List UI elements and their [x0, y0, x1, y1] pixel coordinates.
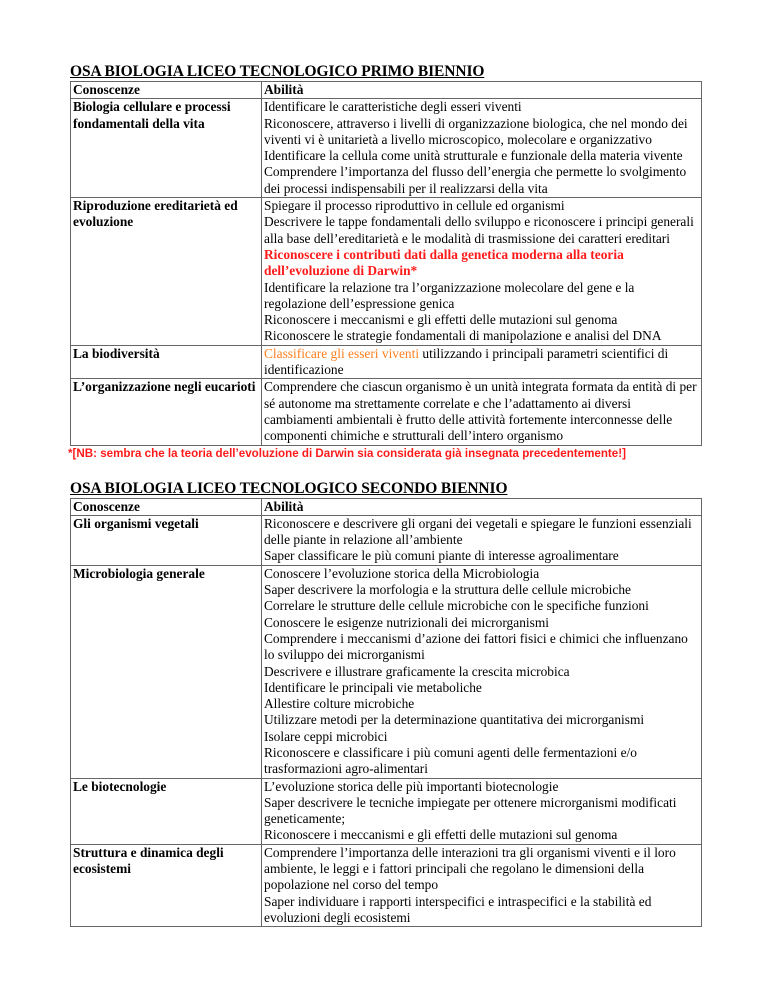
topic-cell: Gli organismi vegetali — [71, 515, 262, 565]
ability-line: Riconoscere le strategie fondamentali di manipolazione e analisi del DNA — [264, 328, 662, 344]
ability-line: Comprendere che ciascun organismo è un unità integrata formata da entità di per sé autonome ma strettamente correlate e che l’adattamento ai diversi cambiamenti ambientali è frutto delle attività fortemente interconnesse delle componenti chimiche e strutturali dell’intero organismo — [264, 379, 697, 444]
document-page — [70, 62, 698, 927]
topic-cell: L’organizzazione negli eucarioti — [71, 379, 262, 445]
ability-line: Identificare la relazione tra l’organizzazione molecolare del gene e la regolazione dell’espressione genica — [264, 279, 635, 311]
abilities-cell — [262, 198, 702, 346]
header-conoscenze: Conoscenze — [71, 82, 262, 99]
ability-line: Spiegare il processo riproduttivo in cellule ed organismi — [264, 198, 565, 214]
ability-line: Saper descrivere le tecniche impiegate per ottenere microrganismi modificati geneticamente; — [264, 794, 677, 827]
ability-line: Isolare ceppi microbici — [264, 728, 388, 744]
header-abilita: Abilità — [262, 82, 702, 99]
section2-title: OSA BIOLOGIA LICEO TECNOLOGICO SECONDO BIENNIO — [70, 479, 508, 497]
header-conoscenze: Conoscenze — [71, 498, 262, 515]
abilities-cell — [262, 99, 702, 198]
abilities-cell — [262, 345, 702, 379]
ability-line: Comprendere l’importanza delle interazioni tra gli organismi viventi e il loro ambiente, le leggi e i fattori principali che regolano le dimensioni della popolazione nel corso del tempo — [264, 844, 676, 893]
ability-line: Saper classificare le più comuni piante di interesse agroalimentare — [264, 548, 619, 564]
section2-table — [70, 498, 702, 928]
abilities-cell — [262, 565, 702, 778]
topic-cell: Biologia cellulare e processi fondamentali della vita — [71, 99, 262, 198]
ability-line: Allestire colture microbiche — [264, 696, 415, 712]
topic-cell: Riproduzione ereditarietà ed evoluzione — [71, 198, 262, 346]
ability-line: Utilizzare metodi per la determinazione quantitativa dei microrganismi — [264, 712, 645, 728]
table-row — [71, 99, 702, 198]
ability-line: Riconoscere e classificare i più comuni agenti delle fermentazioni e/o trasformazioni agro-alimentari — [264, 744, 637, 777]
topic-cell: Struttura e dinamica degli ecosistemi — [71, 844, 262, 926]
table-row — [71, 379, 702, 445]
ability-line: Riconoscere e descrivere gli organi dei vegetali e spiegare le funzioni essenziali delle piante in relazione all’ambiente — [264, 515, 692, 548]
ability-line: Identificare le caratteristiche degli esseri viventi — [264, 99, 522, 115]
table-row — [71, 565, 702, 778]
ability-line: Saper descrivere la morfologia e la struttura delle cellule microbiche — [264, 582, 631, 598]
highlighted-ability-line: Riconoscere i contributi dati dalla genetica moderna alla teoria dell’evoluzione di Darwin* — [264, 246, 624, 279]
section1-table — [70, 81, 702, 446]
ability-text: utilizzando i principali parametri scientifici di identificazione — [264, 345, 669, 378]
header-abilita: Abilità — [262, 498, 702, 515]
abilities-cell — [262, 515, 702, 565]
ability-line: L’evoluzione storica delle più importanti biotecnologie — [264, 778, 559, 794]
ability-line: Conoscere l’evoluzione storica della Microbiologia — [264, 565, 540, 581]
highlighted-phrase: Classificare gli esseri viventi — [264, 345, 420, 361]
table-row — [71, 844, 702, 926]
ability-line: Identificare le principali vie metaboliche — [264, 679, 482, 695]
ability-line: Comprendere l’importanza del flusso dell’energia che permette lo svolgimento dei processi indispensabili per il realizzarsi della vita — [264, 164, 687, 196]
footnote-note: *[NB: sembra che la teoria dell’evoluzione di Darwin sia considerata già insegnata precedentemente!] — [68, 446, 626, 460]
table-header-row — [71, 82, 702, 99]
ability-line: Descrivere le tappe fondamentali dello sviluppo e riconoscere i principi generali alla base dell’ereditarietà e le modalità di trasmissione dei caratteri ereditari — [264, 214, 694, 246]
ability-line: Identificare la cellula come unità strutturale e funzionale della materia vivente — [264, 148, 683, 164]
ability-line: Conoscere le esigenze nutrizionali dei microrganismi — [264, 614, 549, 630]
abilities-cell — [262, 844, 702, 926]
ability-line: Comprendere i meccanismi d’azione dei fattori fisici e chimici che influenzano lo sviluppo dei microrganismi — [264, 630, 688, 663]
topic-cell: Microbiologia generale — [71, 565, 262, 778]
abilities-cell — [262, 379, 702, 445]
section2 — [70, 479, 698, 928]
ability-line: Riconoscere i meccanismi e gli effetti delle mutazioni sul genoma — [264, 312, 618, 328]
topic-cell: La biodiversità — [71, 345, 262, 379]
table-row — [71, 778, 702, 844]
table-row — [71, 515, 702, 565]
ability-line: Descrivere e illustrare graficamente la crescita microbica — [264, 663, 570, 679]
table-header-row — [71, 498, 702, 515]
ability-line: Saper individuare i rapporti interspecifici e intraspecifici e la stabilità ed evoluzioni degli ecosistemi — [264, 893, 652, 925]
ability-line: Correlare le strutture delle cellule microbiche con le specifiche funzioni — [264, 598, 649, 614]
abilities-cell — [262, 778, 702, 844]
ability-line: Riconoscere i meccanismi e gli effetti delle mutazioni sul genoma — [264, 827, 618, 843]
ability-line: Riconoscere, attraverso i livelli di organizzazione biologica, che nel mondo dei viventi vi è unitarietà a livello microscopico, molecolare e organizzativo — [264, 115, 688, 147]
topic-cell: Le biotecnologie — [71, 778, 262, 844]
table-row — [71, 345, 702, 379]
table-row — [71, 198, 702, 346]
section1-title: OSA BIOLOGIA LICEO TECNOLOGICO PRIMO BIENNIO — [70, 63, 485, 80]
